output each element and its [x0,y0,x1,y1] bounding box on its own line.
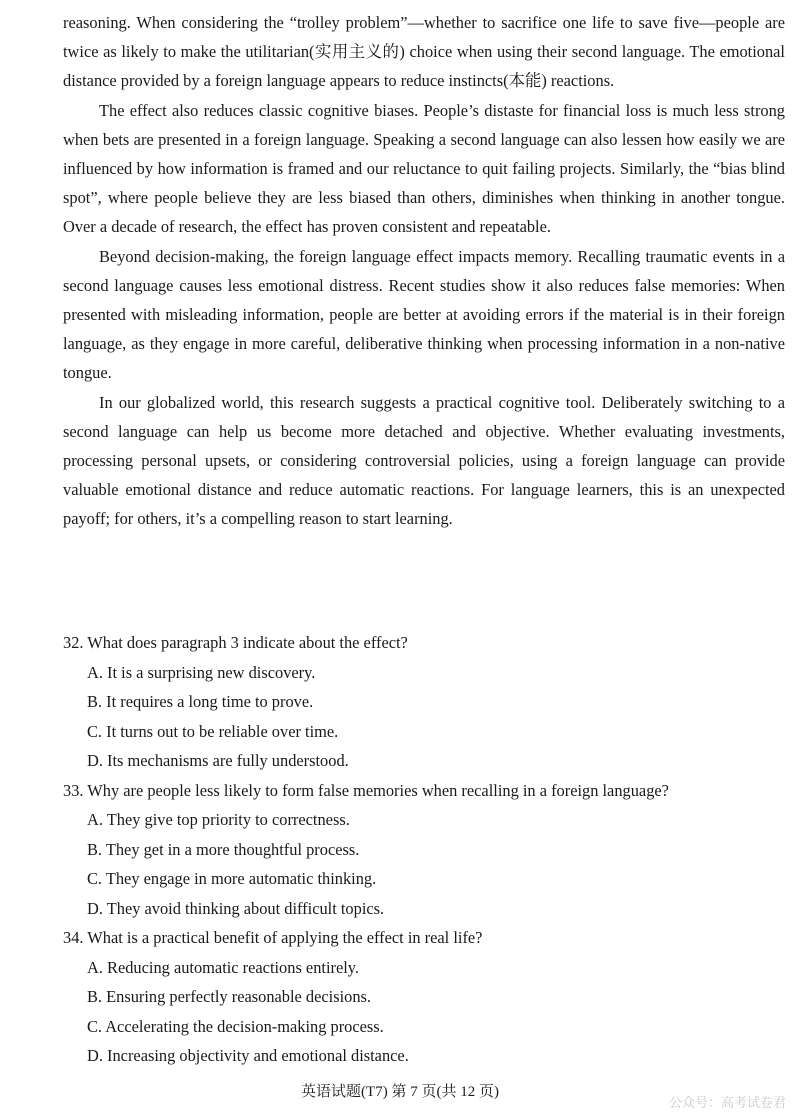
passage-paragraph-2: The effect also reduces classic cognitive biases. People’s distaste for financial loss is much less strong when bets are presented in a foreign language. Speaking a second language can also lessen how easily we are influenced by how information is framed and our reluctance to quit failing projects. Similarly, the “bias blind spot”, where people believe they are less biased than others, diminishes when thinking in another tongue. Over a decade of research, the effect has proven consistent and repeatable. [63,100,785,237]
question-33 [63,776,793,924]
option-d: D. Increasing objectivity and emotional distance. [87,1046,409,1065]
option-a: A. It is a surprising new discovery. [87,662,316,682]
option-c: C. It turns out to be reliable over time. [87,721,339,741]
question-stem: 33. Why are people less likely to form false memories when recalling in a foreign language? [63,780,669,800]
option-b: B. It requires a long time to prove. [87,692,314,711]
option-d: D. They avoid thinking about difficult topics. [87,898,385,918]
option-d: D. Its mechanisms are fully understood. [87,751,349,770]
question-stem: 32. What does paragraph 3 indicate about the effect? [63,633,408,652]
option-b: B. They get in a more thoughtful process. [87,839,360,859]
option-c: C. Accelerating the decision-making process. [87,1016,384,1036]
question-stem: 34. What is a practical benefit of applying the effect in real life? [63,928,483,947]
option-a: A. They give top priority to correctness. [87,810,350,829]
option-a: A. Reducing automatic reactions entirely. [87,957,360,977]
question-list [63,628,793,1071]
page-footer: 英语试题(T7) 第 7 页(共 12 页) [301,1084,499,1100]
watermark: 公众号：高考试卷君 [668,1096,786,1111]
question-34 [63,923,793,1071]
passage-paragraph-4: In our globalized world, this research suggests a practical cognitive tool. Deliberately switching to a second language can help us become more detached and objective. Whether evaluating investments, processing personal upsets, or considering controversial policies, using a foreign language can provide valuable emotional distance and reduce automatic reactions. For language learners, this is an unexpected payoff; for others, it’s a compelling reason to start learning. [63,392,785,529]
passage-paragraph-3: Beyond decision-making, the foreign language effect impacts memory. Recalling traumatic events in a second language causes less emotional distress. Recent studies show it also reduces false memories: When presented with misleading information, people are better at avoiding errors if the material is in their foreign language, as they engage in more careful, deliberative thinking when processing information in a non-native tongue. [63,246,785,383]
question-32 [63,628,793,776]
reading-passage [63,8,785,534]
option-c: C. They engage in more automatic thinking. [87,869,377,888]
passage-paragraph-continued: reasoning. When considering the “trolley problem”—whether to sacrifice one life to save five—people are twice as likely to make the utilitarian(实用主义的) choice when using their second language. The emotional distance provided by a foreign language appears to reduce instincts(本能) reactions. [63,13,785,91]
option-b: B. Ensuring perfectly reasonable decisions. [87,987,372,1006]
